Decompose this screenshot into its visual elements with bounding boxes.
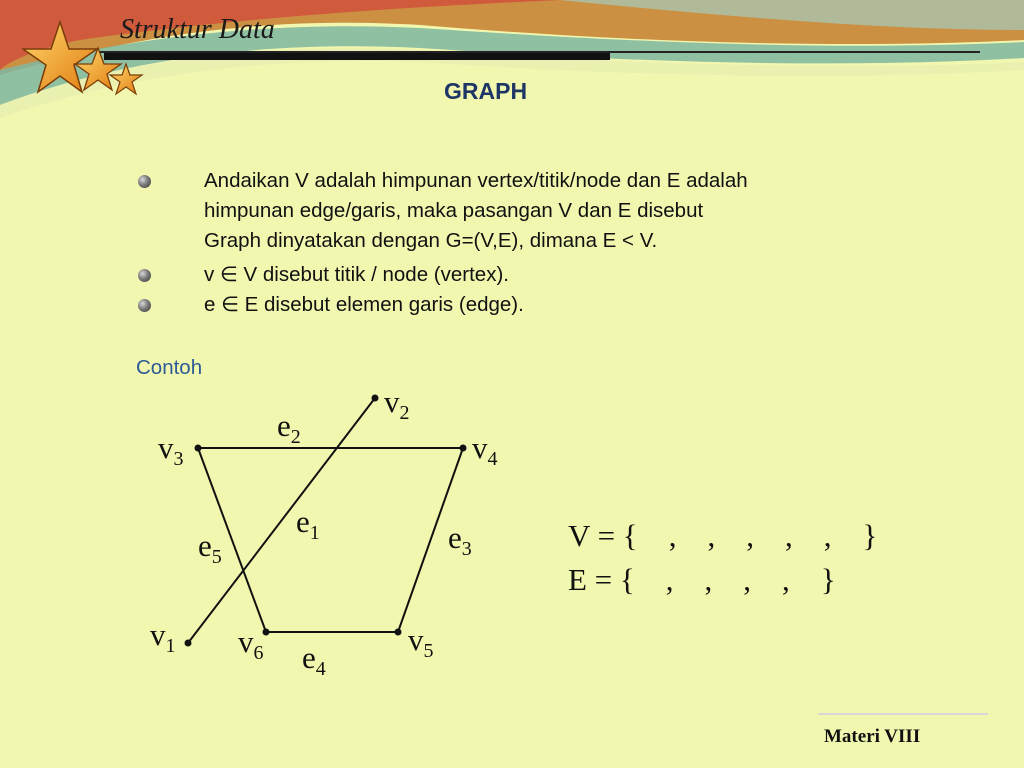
course-title: Struktur Data xyxy=(120,14,275,45)
bullet-item xyxy=(136,260,936,290)
edge-set: E = { , , , , } xyxy=(568,562,836,597)
footer-divider xyxy=(818,713,988,715)
vertex-label-v5: $v_5$ xyxy=(408,622,434,662)
bullet-list xyxy=(136,166,936,320)
vertex-v6 xyxy=(263,629,270,636)
edge-label-e4: $e_4$ xyxy=(302,640,326,680)
vertex-label-v2: $v_2$ xyxy=(384,384,410,424)
set-definitions xyxy=(568,514,877,602)
bullet-text: e ∈ E disebut elemen garis (edge). xyxy=(204,293,524,316)
bullet-item xyxy=(136,290,936,320)
vertex-set: V = { , , , , , } xyxy=(568,518,878,553)
bullet-icon xyxy=(138,269,151,282)
edge-label-e2: $e_2$ xyxy=(277,408,301,448)
page-title: GRAPH xyxy=(444,78,528,104)
bullet-line: himpunan edge/garis, maka pasangan V dan E disebut xyxy=(204,199,704,222)
edge-label-e5: $e_5$ xyxy=(198,528,222,568)
bullet-line: Graph dinyatakan dengan G=(V,E), dimana E < V. xyxy=(204,229,658,252)
bullet-icon xyxy=(138,299,151,312)
vertex-label-v1: $v_1$ xyxy=(150,617,176,657)
vertex-v2 xyxy=(372,395,379,402)
header-divider-bold xyxy=(104,53,610,60)
edge-label-e1: $e_1$ xyxy=(296,504,320,544)
vertex-v1 xyxy=(185,640,192,647)
bullet-line: Andaikan V adalah himpunan vertex/titik/node dan E adalah xyxy=(204,169,748,192)
bullet-item xyxy=(136,166,936,256)
vertex-v5 xyxy=(395,629,402,636)
example-label: Contoh xyxy=(136,356,203,379)
graph-diagram xyxy=(130,380,550,690)
vertex-label-v3: $v_3$ xyxy=(158,430,184,470)
star-icon xyxy=(23,22,97,92)
vertex-v4 xyxy=(460,445,467,452)
bullet-text: v ∈ V disebut titik / node (vertex). xyxy=(204,263,509,286)
bullet-icon xyxy=(138,175,151,188)
footer-label: Materi VIII xyxy=(824,726,921,747)
vertex-v3 xyxy=(195,445,202,452)
edge-label-e3: $e_3$ xyxy=(448,520,472,560)
vertex-label-v6: $v_6$ xyxy=(238,624,264,664)
vertex-label-v4: $v_4$ xyxy=(472,430,498,470)
